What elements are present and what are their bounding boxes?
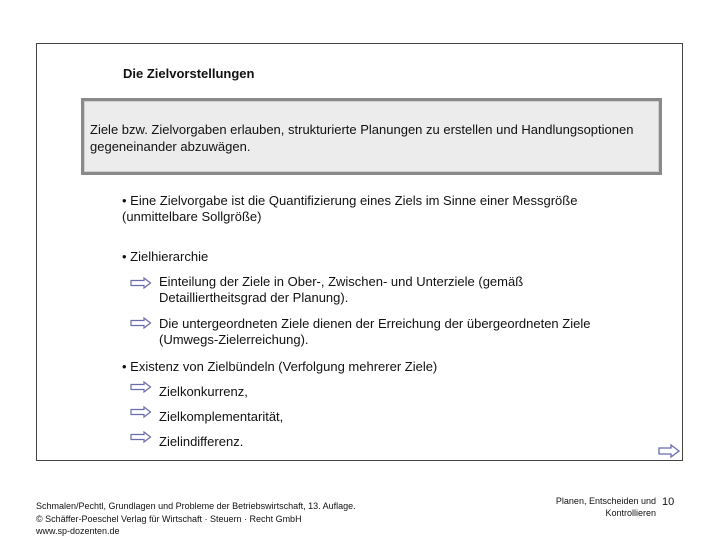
arrow-right-icon [130,431,152,443]
footer-chapter [500,495,656,519]
sub-line: (Umwegs-Zielerreichung). [159,332,309,347]
bullet-line: • Eine Zielvorgabe ist die Quantifizierung eines Ziels im Sinne einer Messgröße [122,193,578,208]
sub-item-einteilung [159,274,523,306]
definition-box [81,98,662,175]
sub-item-zielindifferenz: Zielindifferenz. [159,434,244,449]
sub-line: Detailliertheitsgrad der Planung). [159,290,349,305]
slide-title: Die Zielvorstellungen [123,66,255,81]
sub-item-zielkomplementaritaet: Zielkomplementarität, [159,409,284,424]
sub-line: Einteilung der Ziele in Ober-, Zwischen- und Unterziele (gemäß [159,274,524,289]
bullet-zielbuendel: • Existenz von Zielbündeln (Verfolgung mehrerer Ziele) [122,359,438,374]
chapter-line: Planen, Entscheiden und [555,496,656,506]
sub-item-zielkonkurrenz: Zielkonkurrenz, [159,384,248,399]
arrow-right-icon [130,406,152,418]
sub-line: Die untergeordneten Ziele dienen der Erreichung der übergeordneten Ziele [159,316,591,331]
footer-link[interactable]: www.sp-dozenten.de [36,526,120,536]
sub-item-untergeordnete [159,316,590,348]
next-slide-arrow-icon[interactable] [658,444,680,458]
footer-citation [36,500,356,538]
arrow-right-icon [130,381,152,393]
page-number: 10 [662,496,675,508]
bullet-line: (unmittelbare Sollgröße) [122,209,262,224]
definition-text: Ziele bzw. Zielvorgaben erlauben, strukturierte Planungen zu erstellen und Handlungsoptionen gegeneinander abzuwägen. [90,122,634,154]
arrow-right-icon [130,317,152,329]
bullet-zielvorgabe [122,193,577,225]
footer-line: Schmalen/Pechtl, Grundlagen und Probleme der Betriebswirtschaft, 13. Auflage. [36,501,356,511]
chapter-line: Kontrollieren [605,508,656,518]
footer-line: © Schäffer-Poeschel Verlag für Wirtschaft · Steuern · Recht GmbH [36,513,302,524]
bullet-zielhierarchie: • Zielhierarchie [122,249,209,264]
arrow-right-icon [130,277,152,289]
